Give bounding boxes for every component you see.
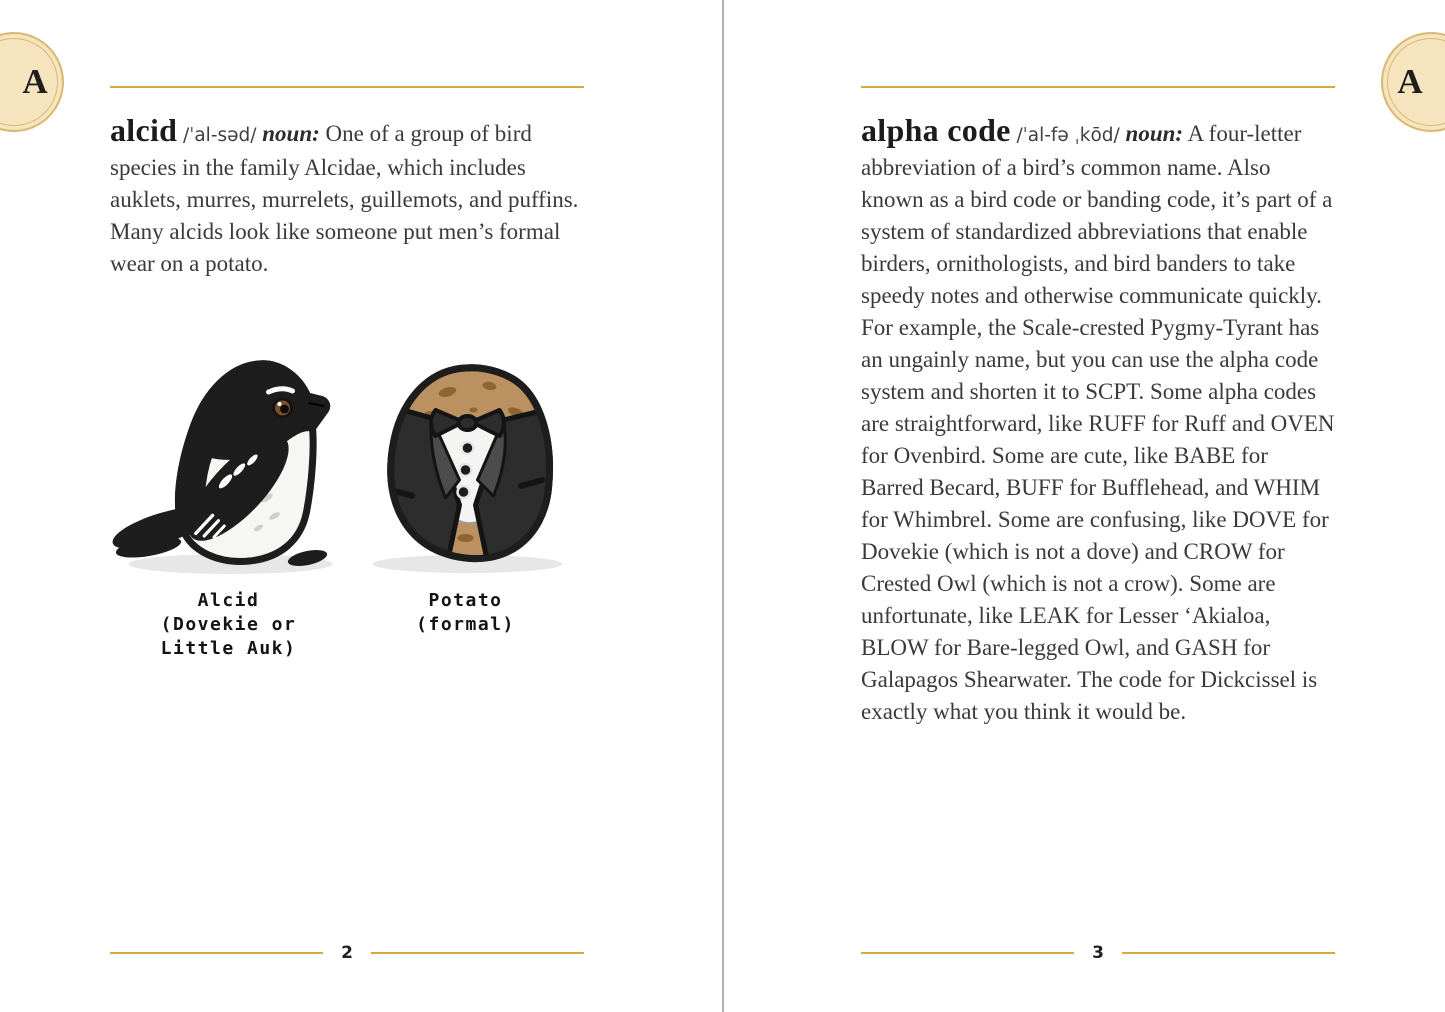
caption-line: (Dovekie or [160,614,297,635]
page-number: 3 [1092,943,1104,963]
entry-headword: alcid [110,112,178,148]
potato-tuxedo-illustration [347,330,584,580]
left-page-footer [110,943,584,963]
entry-alpha-code [861,114,1335,728]
right-page-footer [861,943,1335,963]
left-page [110,0,584,661]
caption-line: Alcid [197,590,260,611]
section-tab-letter: A [1397,62,1423,101]
caption-line: (formal) [416,614,515,635]
footer-rule [861,952,1074,954]
section-tab-left [0,32,64,132]
footer-rule [1122,952,1335,954]
entry-part-of-speech: noun: [262,121,320,146]
entry-part-of-speech: noun: [1125,121,1184,146]
figure-caption-potato [347,589,584,637]
caption-line: Potato [428,590,503,611]
section-tab-letter: A [22,62,48,101]
page-gutter-divider [722,0,724,1012]
page-number: 2 [341,943,353,963]
entry-definition: One of a group of bird species in the family Alcidae, which includes auklets, murres, murrelets, guillemots, and puffins. Many alcids look like someone put men’s formal wear on a potato. [110,121,579,276]
footer-rule [110,952,323,954]
entry-definition: A four-letter abbreviation of a bird’s common name. Also known as a bird code or banding code, it’s part of a system of standardized abbreviations that enable birders, ornithologists, and bird banders to take speedy notes and otherwise communicate quickly. For example, the Scale-crested Pygmy-Tyrant has an ungainly name, but you can use the alpha code system and shorten it to SCPT. Some alpha codes are straightforward, like RUFF for Ruff and OVEN for Ovenbird. Some are cute, like BABE for Barred Becard, BUFF for Bufflehead, and WHIM for Whimbrel. Some are confusing, like DOVE for Dovekie (which is not a dove) and CROW for Crested Owl (which is not a crow). Some are unfortunate, like LEAK for Lesser ‘Akialoa, BLOW for Bare-legged Owl, and GASH for Galapagos Shearwater. The code for Dickcissel is exactly what you think it would be. [861,121,1335,724]
top-rule [110,86,584,88]
figure-potato [347,330,584,661]
section-tab-right [1381,32,1445,132]
entry-pronunciation: /ˈal-səd/ [183,125,257,146]
entry-alcid [110,114,584,280]
footer-rule [371,952,584,954]
right-page [861,0,1335,728]
illustration-row [110,330,584,661]
entry-headword: alpha code [861,112,1011,148]
figure-caption-alcid [110,589,347,661]
caption-line: Little Auk) [160,638,297,659]
figure-alcid [110,330,347,661]
entry-pronunciation: /ˈal-fə ˌkōd/ [1016,125,1120,146]
top-rule [861,86,1335,88]
dovekie-bird-illustration [110,330,347,580]
